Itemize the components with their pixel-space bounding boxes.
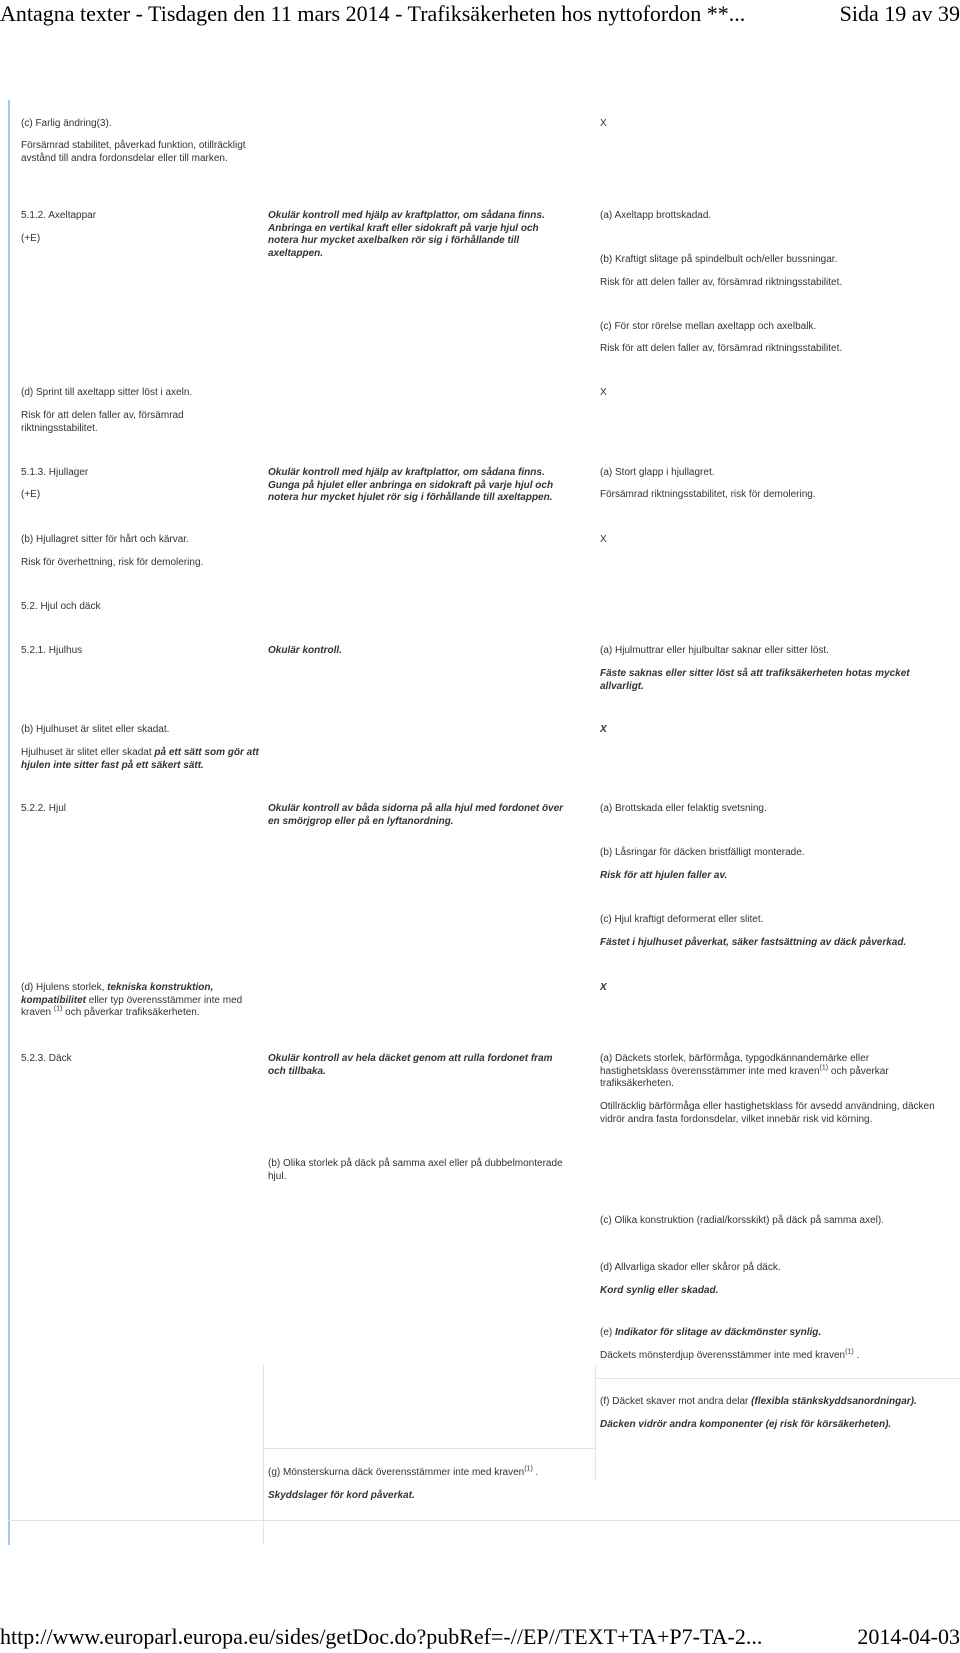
table-cell bbox=[21, 982, 261, 1020]
table-cell: Försämrad riktningsstabilitet, risk för demolering. bbox=[600, 489, 816, 500]
table-cell: (a) Axeltapp brottskadad. bbox=[600, 210, 712, 221]
table-cell: Otillräcklig bärförmåga eller hastighetsklass för avsedd användning, däcken vidrör andra fasta fordonsdelar, vilket innebär risk vid körning. bbox=[600, 1101, 935, 1125]
text-run: och påverkar trafiksäkerheten. bbox=[600, 1065, 889, 1089]
section-number: 5.2.2. Hjul bbox=[21, 803, 67, 814]
page-footer bbox=[0, 1622, 960, 1653]
table-cell: Fäste saknas eller sitter löst så att trafiksäkerheten hotas mycket allvarligt. bbox=[600, 668, 910, 692]
table-cell: (a) Brottskada eller felaktig svetsning. bbox=[600, 803, 767, 814]
table-cell: (d) Sprint till axeltapp sitter löst i axeln. bbox=[21, 387, 193, 398]
table-cell bbox=[600, 1327, 935, 1340]
table-cell: (+E) bbox=[21, 233, 41, 244]
table-cell bbox=[600, 1350, 935, 1363]
table-cell: (a) Hjulmuttrar eller hjulbultar saknar eller sitter löst. bbox=[600, 645, 829, 656]
emphasis: tekniska konstruktion, kompatibilitet bbox=[21, 982, 214, 1006]
text-run: (e) bbox=[600, 1327, 615, 1338]
table-cell: Risk för att delen faller av, försämrad riktningsstabilitet. bbox=[600, 343, 843, 354]
footnote-ref: (1) bbox=[819, 1064, 829, 1072]
text-run: (f) Däcket skaver mot andra delar bbox=[600, 1396, 752, 1407]
text-run: och påverkar trafiksäkerheten. bbox=[62, 1007, 200, 1018]
text-run: (g) Mönsterskurna däck överensstämmer inte med kraven bbox=[268, 1467, 525, 1478]
table-cell: (b) Kraftigt slitage på spindelbult och/eller bussningar. bbox=[600, 254, 838, 265]
inspection-method: Okulär kontroll av hela däcket genom att rulla fordonet fram och tillbaka. bbox=[268, 1053, 553, 1077]
table-cell: X bbox=[600, 724, 607, 735]
table-cell: Risk för att delen faller av, försämrad riktningsstabilitet. bbox=[21, 410, 184, 434]
section-number: 5.1.2. Axeltappar bbox=[21, 210, 97, 221]
table-cell: (c) För stor rörelse mellan axeltapp och axelbalk. bbox=[600, 321, 817, 332]
table-cell: X bbox=[600, 387, 607, 398]
cell-border bbox=[595, 1378, 960, 1379]
text-run: (a) Däckets storlek, bärförmåga, typgodkännandemärke eller hastighetsklass överensstämmer inte med kraven bbox=[600, 1053, 870, 1077]
table-cell: Försämrad stabilitet, påverkad funktion, otillräckligt avstånd till andra fordonsdelar eller till marken. bbox=[21, 140, 246, 164]
table-cell: (b) Låsringar för däcken bristfälligt monterade. bbox=[600, 847, 805, 858]
emphasis: på ett sätt som gör att hjulen inte sitter fast på ett säkert sätt. bbox=[21, 747, 259, 771]
section-number: 5.2.1. Hjulhus bbox=[21, 645, 83, 656]
inspection-method: Okulär kontroll med hjälp av kraftplattor, om sådana finns. Anbringa en vertikal kraft eller sidokraft på varje hjul och notera hur mycket axelbalken rör sig i förhållande till axeltappen. bbox=[268, 210, 545, 259]
table-cell: (c) Olika konstruktion (radial/korsskikt) på däck på samma axel). bbox=[600, 1215, 884, 1226]
table-cell: Kord synlig eller skadad. bbox=[600, 1285, 719, 1296]
text-run: eller typ överensstämmer inte med kraven bbox=[21, 994, 243, 1018]
inspection-method: Okulär kontroll av båda sidorna på alla hjul med fordonet över en smörjgrop eller på en lyftanordning. bbox=[268, 803, 564, 827]
table-cell: X bbox=[600, 982, 607, 993]
table-cell: Risk för att hjulen faller av. bbox=[600, 870, 728, 881]
cell-border bbox=[8, 1520, 960, 1521]
table-cell: Däcken vidrör andra komponenter (ej risk för körsäkerheten). bbox=[600, 1419, 892, 1430]
emphasis: (flexibla stänkskyddsanordningar). bbox=[751, 1396, 917, 1407]
section-heading: 5.2. Hjul och däck bbox=[21, 601, 101, 612]
text-run: . bbox=[853, 1350, 860, 1361]
text-run: . bbox=[532, 1467, 539, 1478]
table-cell: Skyddslager för kord påverkat. bbox=[268, 1490, 415, 1501]
page-header bbox=[0, 0, 960, 32]
page-number: Sida 19 av 39 bbox=[839, 1, 960, 26]
table-cell: Risk för överhettning, risk för demolering. bbox=[21, 557, 204, 568]
footnote-ref: (1) bbox=[53, 1005, 63, 1013]
table-cell: (a) Stort glapp i hjullagret. bbox=[600, 467, 715, 478]
inspection-method: Okulär kontroll. bbox=[268, 645, 342, 656]
inspection-method: Okulär kontroll med hjälp av kraftplattor, om sådana finns. Gunga på hjulet eller anbringa en sidokraft på varje hjul och notera hur mycket hjulet rör sig i förhållande till axeltappen. bbox=[268, 467, 554, 503]
document-title: Antagna texter - Tisdagen den 11 mars 2014 - Trafiksäkerheten hos nyttofordon **... bbox=[0, 1, 746, 26]
section-number: 5.2.3. Däck bbox=[21, 1053, 72, 1064]
table-cell: (b) Hjullagret sitter för hårt och kärvar. bbox=[21, 534, 189, 545]
table-cell: X bbox=[600, 534, 607, 545]
table-cell: Risk för att delen faller av, försämrad riktningsstabilitet. bbox=[600, 277, 843, 288]
table-cell: (c) Farlig ändring(3). bbox=[21, 118, 112, 129]
text-run: Däckets mönsterdjup överensstämmer inte med kraven bbox=[600, 1350, 846, 1361]
table-left-border bbox=[8, 100, 10, 1545]
print-date: 2014-04-03 bbox=[857, 1624, 960, 1649]
cell-border bbox=[263, 1448, 595, 1449]
emphasis: Indikator för slitage av däckmönster synlig. bbox=[615, 1327, 822, 1338]
table-cell: (+E) bbox=[21, 489, 41, 500]
table-cell: (b) Hjulhuset är slitet eller skadat. bbox=[21, 724, 170, 735]
cell-border bbox=[263, 1365, 264, 1545]
table-cell: (b) Olika storlek på däck på samma axel eller på dubbelmonterade hjul. bbox=[268, 1158, 563, 1182]
table-cell bbox=[268, 1467, 568, 1480]
table-cell: Fästet i hjulhuset påverkat, säker fastsättning av däck påverkad. bbox=[600, 937, 907, 948]
footnote-ref: (1) bbox=[845, 1348, 854, 1356]
table-cell bbox=[600, 1396, 935, 1409]
table-cell bbox=[21, 747, 261, 772]
footnote-ref: (1) bbox=[524, 1465, 533, 1473]
text-run: (d) Hjulens storlek, bbox=[21, 982, 108, 993]
section-number: 5.1.3. Hjullager bbox=[21, 467, 89, 478]
table-cell: (c) Hjul kraftigt deformerat eller slitet. bbox=[600, 914, 764, 925]
cell-border bbox=[595, 1365, 596, 1480]
table-cell: (d) Allvarliga skador eller skåror på däck. bbox=[600, 1262, 781, 1273]
source-url: http://www.europarl.europa.eu/sides/getDoc.do?pubRef=-//EP//TEXT+TA+P7-TA-2... bbox=[0, 1624, 763, 1649]
table-cell: X bbox=[600, 118, 607, 129]
text-run: Hjulhuset är slitet eller skadat bbox=[21, 747, 155, 758]
table-cell bbox=[600, 1053, 910, 1091]
